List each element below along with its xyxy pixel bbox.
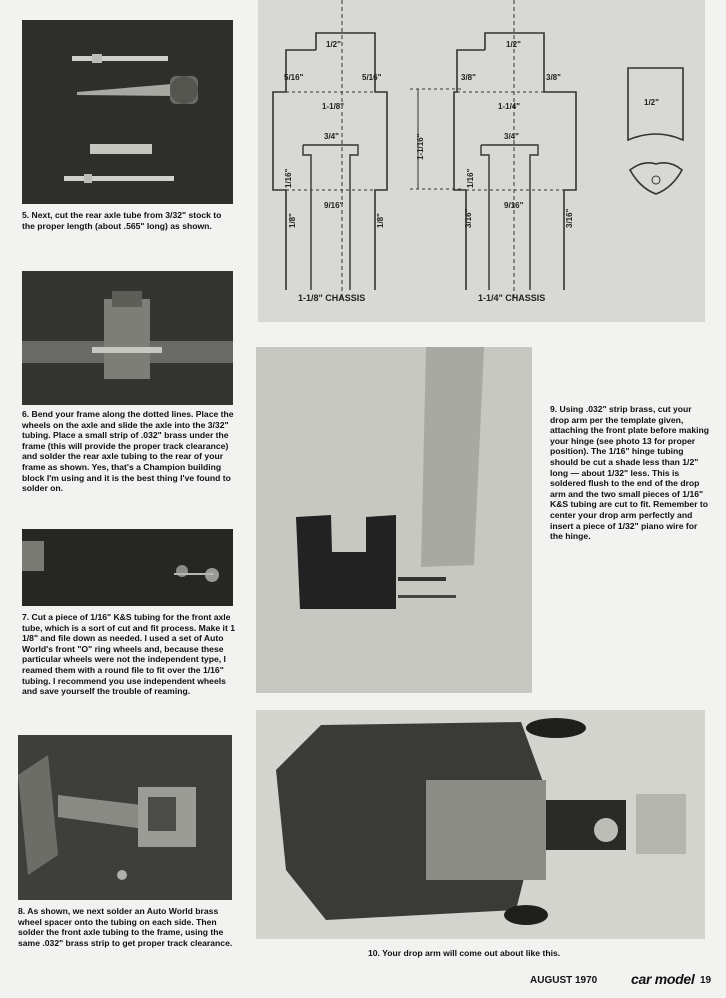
dim-right-body: 1-1/4": [498, 102, 521, 111]
dim-left-body: 1-1/8": [322, 102, 345, 111]
label-left-chassis: 1-1/8" CHASSIS: [298, 293, 366, 303]
dim-left-inner: 3/4": [324, 132, 339, 141]
finished-drop-arm-illustration: [256, 710, 705, 939]
dim-right-shoulder-r: 3/8": [546, 73, 561, 82]
chassis-template-svg: [258, 0, 705, 322]
wheel-spacer-illustration: [18, 735, 232, 900]
caption-step-7: 7. Cut a piece of 1/16" K&S tubing for the front axle tube, which is a sort of cut and fit process. Make it 1 1/8" and file down as needed. I used a set of Auto World's front "O" ring wheels and, because these particular wheels were not the independent type, I reamed them with a round file to fit over the 1/16" tubing. I recommend you use independent wheels and save yourself the trouble of reaming.: [22, 612, 235, 697]
frame-on-block-illustration: [22, 271, 233, 405]
photo-rear-axle-tube: [22, 20, 233, 204]
dim-drop-arm: 1/2": [644, 98, 659, 107]
issue-date: AUGUST 1970: [530, 975, 598, 986]
axle-parts-illustration: [22, 20, 233, 204]
dim-left-shoulder-l: 5/16": [284, 73, 304, 82]
dim-right-slot: 1/16": [466, 168, 475, 188]
drop-arm-parts-illustration: [256, 347, 532, 693]
front-axle-illustration: [22, 529, 233, 606]
caption-step-5: 5. Next, cut the rear axle tube from 3/32" stock to the proper length (about .565" long) as shown.: [22, 210, 222, 231]
magazine-name: car model: [631, 971, 695, 987]
photo-drop-arm-parts: [256, 347, 532, 693]
caption-step-6: 6. Bend your frame along the dotted lines. Place the wheels on the axle and slide the axle into the 3/32" tubing. Place a small strip of .032" brass under the frame (this will provide the proper track clearance) and solder the rear axle tubing to the rear of your frame as shown. Yes, that's a Champion building block I'm using and it is the best thing I've found to solder on.: [22, 409, 234, 494]
dim-left-slot: 1/16": [284, 168, 293, 188]
dim-left-shoulder-r: 5/16": [362, 73, 382, 82]
page-number: 19: [700, 975, 712, 986]
caption-step-8: 8. As shown, we next solder an Auto World brass wheel spacer onto the tubing on each side. Then solder the front axle tubing to the frame, using the same .032" brass strip to get proper track clearance.: [18, 906, 233, 948]
dim-right-top: 1/2": [506, 40, 521, 49]
dim-left-top: 1/2": [326, 40, 341, 49]
photo-front-axle-tube: [22, 529, 233, 606]
page-footer: [0, 971, 726, 991]
dim-right-inner: 3/4": [504, 132, 519, 141]
dim-height: 1-1/16": [416, 133, 425, 160]
caption-step-10: 10. Your drop arm will come out about like this.: [368, 948, 561, 958]
dim-left-leg-l: 1/8": [288, 213, 297, 228]
dim-right-leg-l: 3/16": [464, 208, 473, 228]
photo-frame-bent: [22, 271, 233, 405]
photo-wheel-spacers: [18, 735, 232, 900]
dim-right-leg-r: 3/16": [565, 208, 574, 228]
caption-step-9: 9. Using .032" strip brass, cut your drop arm per the template given, attaching the front plate before making your hinge (see photo 13 for proper position). The 1/16" hinge tubing should be cut a shade less than 1/2" long — about 1/32" less. This is soldered flush to the end of the drop arm and the two small pieces of 1/16" K&S tubing are cut to fit. Remember to center your drop arm perfectly and insert a piece of 1/32" piano wire for the hinge.: [550, 404, 710, 542]
photo-finished-drop-arm: [256, 710, 705, 939]
dim-left-bottom: 9/16": [324, 201, 344, 210]
dim-right-bottom: 9/16": [504, 201, 524, 210]
chassis-template-diagram: [258, 0, 705, 322]
label-right-chassis: 1-1/4" CHASSIS: [478, 293, 546, 303]
dim-left-leg-r: 1/8": [376, 213, 385, 228]
dim-right-shoulder-l: 3/8": [461, 73, 476, 82]
